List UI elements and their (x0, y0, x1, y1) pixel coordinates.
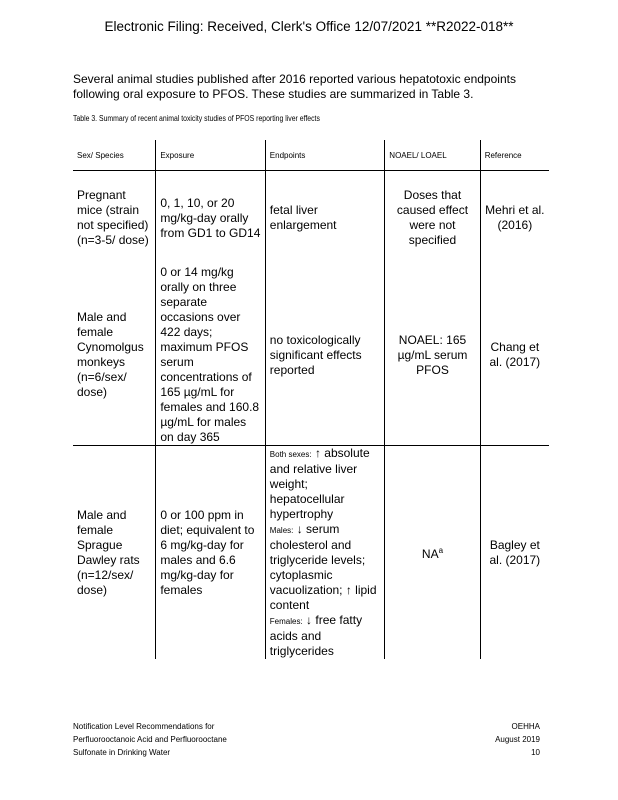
endpoint-text-females: ↓ free fatty acids and triglycerides (269, 613, 363, 658)
noael-value: NA (421, 547, 439, 561)
endpoint-text-males: ↓ serum cholesterol and triglyceride levels; cytoplasmic vacuolization; ↑ lipid content (269, 522, 377, 612)
col-header-reference: Reference (480, 140, 549, 171)
cell-endpoints (265, 446, 385, 660)
table-header-row (73, 140, 549, 171)
cell-exposure: 0 or 14 mg/kg orally on three separate occasions over 422 days; maximum PFOS serum concentrations of 165 µg/mL for females and 160.8 µg/mL for males on day 365 (156, 265, 265, 446)
footnote-marker: a (438, 546, 444, 555)
intro-paragraph: Several animal studies published after 2016 reported various hepatotoxic endpoints following oral exposure to PFOS. These studies are summarized in Table 3. (73, 72, 516, 101)
cell-exposure: 0 or 100 ppm in diet; equivalent to 6 mg/kg-day for males and 6.6 mg/kg-day for females (156, 446, 265, 660)
endpoint-text-both: ↑ absolute and relative liver weight; hepatocellular hypertrophy (269, 446, 370, 521)
table-row (73, 265, 549, 446)
footer-org: OEHHA (511, 722, 540, 731)
table-row (73, 171, 549, 266)
cell-reference: Bagley et al. (2017) (480, 446, 549, 660)
col-header-noael: NOAEL/ LOAEL (385, 140, 480, 171)
footer-title (73, 720, 373, 759)
footer-title-line: Sulfonate in Drinking Water (73, 748, 171, 757)
cell-species: Pregnant mice (strain not specified) (n=3-5/ dose) (77, 188, 149, 247)
footer-title-line: Perfluorooctanoic Acid and Perfluorooctane (73, 735, 227, 744)
footer-date: August 2019 (495, 735, 540, 744)
filing-header: Electronic Filing: Received, Clerk's Office 12/07/2021 **R2022-018** (104, 19, 514, 34)
page-number: 10 (531, 748, 540, 757)
toxicity-table (73, 140, 549, 659)
cell-endpoints: no toxicologically significant effects reported (265, 265, 385, 446)
endpoint-label-females: Females: (269, 617, 303, 626)
cell-noael: Doses that caused effect were not specified (385, 171, 480, 266)
table-row (73, 446, 549, 660)
cell-endpoints: fetal liver enlargement (265, 171, 385, 266)
col-header-endpoints: Endpoints (265, 140, 385, 171)
cell-reference: Mehri et al. (2016) (480, 171, 549, 266)
cell-noael (385, 446, 480, 660)
cell-noael: NOAEL: 165 µg/mL serum PFOS (385, 265, 480, 446)
footer-title-line: Notification Level Recommendations for (73, 722, 215, 731)
endpoint-label-males: Males: (269, 526, 294, 535)
footer-meta (470, 720, 540, 759)
table-caption: Table 3. Summary of recent animal toxicity studies of PFOS reporting liver effects (73, 114, 320, 123)
cell-exposure: 0, 1, 10, or 20 mg/kg-day orally from GD1 to GD14 (156, 171, 265, 266)
col-header-species: Sex/ Species (73, 140, 156, 171)
endpoint-label-both: Both sexes: (269, 450, 312, 459)
cell-species: Male and female Cynomolgus monkeys (n=6/sex/ dose) (77, 310, 144, 399)
cell-species: Male and female Sprague Dawley rats (n=12/sex/ dose) (73, 446, 156, 660)
col-header-exposure: Exposure (156, 140, 265, 171)
cell-reference: Chang et al. (2017) (480, 265, 549, 446)
